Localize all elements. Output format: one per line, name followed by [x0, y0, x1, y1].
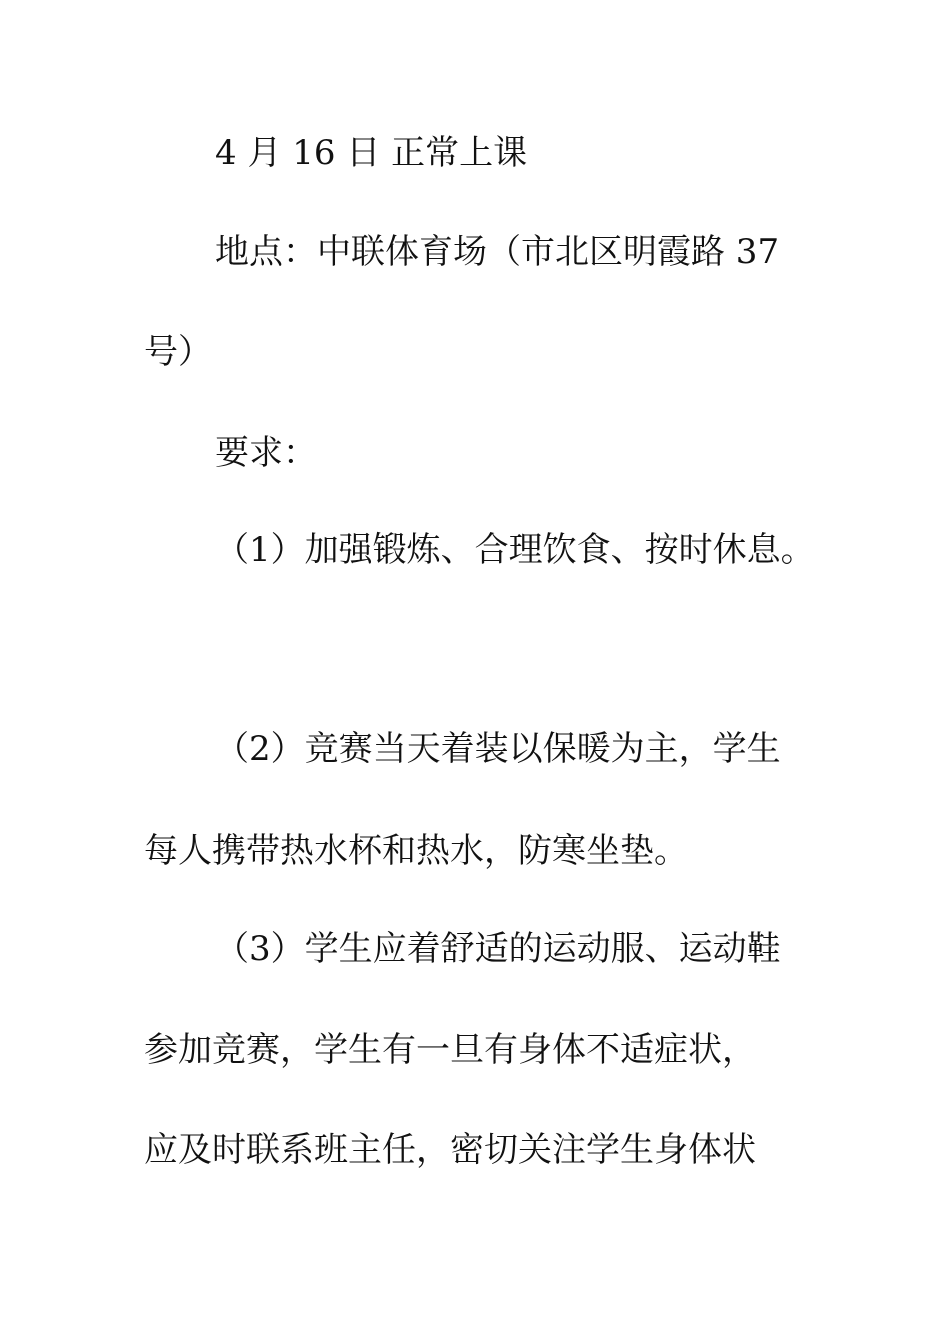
location-line: 地点：中联体育场（市北区明霞路 37: [215, 232, 780, 272]
date-line: 4 月 16 日 正常上课: [215, 133, 528, 173]
requirement-3-cont-1: 参加竞赛，学生有一旦有身体不适症状，: [144, 1030, 756, 1070]
requirement-2-cont: 每人携带热水杯和热水，防寒坐垫。: [144, 831, 688, 871]
requirements-heading: 要求：: [215, 433, 317, 473]
requirement-1: （1）加强锻炼、合理饮食、按时休息。: [215, 530, 815, 570]
requirement-3: （3）学生应着舒适的运动服、运动鞋: [215, 929, 781, 969]
requirement-2: （2）竞赛当天着装以保暖为主，学生: [215, 729, 781, 769]
location-line-cont: 号）: [144, 332, 212, 372]
requirement-3-cont-2: 应及时联系班主任，密切关注学生身体状: [144, 1130, 756, 1170]
